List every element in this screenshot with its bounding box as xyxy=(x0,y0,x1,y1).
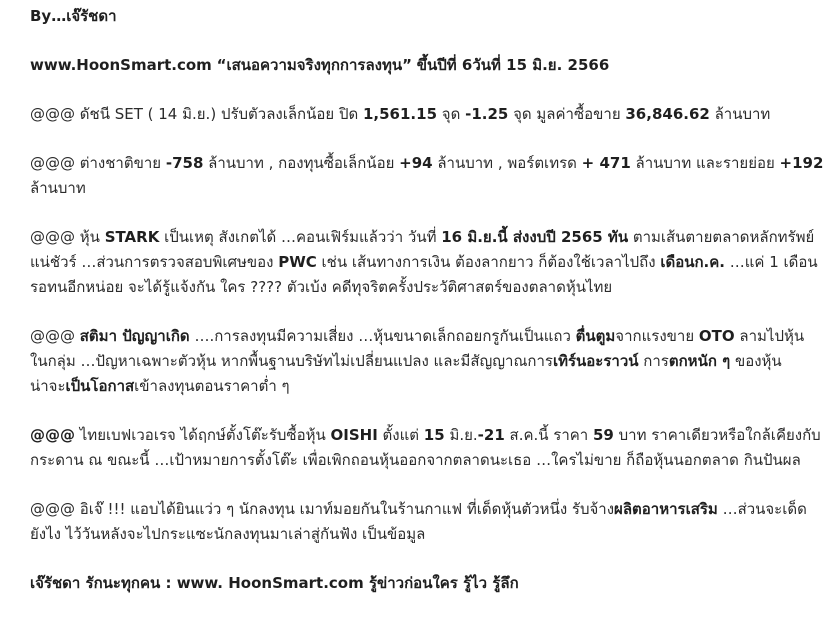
text: ยังไง ไว้วันหลังจะไปกระแซะนักลงทุนมาเล่าสู่กันฟัง เป็นข้อมูล xyxy=(30,525,426,543)
headline-date: ขึ้นปีที่ 6วันที่ 15 มิ.ย. 2566 xyxy=(416,56,610,74)
text: …ส่วนจะเด็ด xyxy=(717,500,807,518)
text: ล้านบาท , พอร์ตเทรด xyxy=(432,154,582,172)
text: @@@ xyxy=(30,426,75,444)
retail-net-value: +192 xyxy=(779,154,824,172)
ticker-stark: STARK xyxy=(104,228,160,246)
signoff-tagline: รู้ข่าวก่อนใคร รู้ไว รู้ลึก xyxy=(363,574,519,592)
paragraph-rumor xyxy=(30,497,820,547)
text: ไทยเบฟเวอเรจ ได้ฤกษ์ตั้งโต๊ะรับซื้อหุ้น xyxy=(75,426,331,444)
text: จุด มูลค่าซื้อขาย xyxy=(508,105,626,123)
text: เป็นเหตุ สังเกตได้ …คอนเฟิร์มแล้วว่า วันที่ xyxy=(159,228,442,246)
auditor-pwc: PWC xyxy=(278,253,317,271)
foreign-net-value: -758 xyxy=(165,154,204,172)
text: เข้าลงทุนตอนราคาต่ำ ๆ xyxy=(134,377,290,395)
highlight-panic: ตื่นตูม xyxy=(575,327,616,345)
highlight-turnaround: เทิร์นอะราวน์ xyxy=(552,352,639,370)
highlight-mindfulness: สติมา ปัญญาเกิด xyxy=(79,327,190,345)
paragraph-stark xyxy=(30,225,820,300)
trading-value: 36,846.62 xyxy=(625,105,710,123)
prop-trade-net-value: + 471 xyxy=(581,154,631,172)
fund-net-value: +94 xyxy=(399,154,433,172)
text: ล้านบาท xyxy=(709,105,771,123)
text: ส.ค.นี้ ราคา xyxy=(504,426,593,444)
paragraph-small-caps xyxy=(30,324,820,399)
set-change-value: -1.25 xyxy=(465,105,509,123)
byline xyxy=(30,4,820,29)
text: การ xyxy=(638,352,669,370)
byline-text: By…เจ๊รัชดา xyxy=(30,7,117,25)
text: ของหุ้น xyxy=(730,352,782,370)
text: ….การลงทุนมีความเสี่ยง …หุ้นขนาดเล็กถอยกรูกันเป็นแถว xyxy=(189,327,576,345)
highlight-opportunity: เป็นโอกาส xyxy=(65,377,135,395)
text: แน่ชัวร์ …ส่วนการตรวจสอบพิเศษของ xyxy=(30,253,279,271)
headline-site: www.HoonSmart.com xyxy=(30,56,212,74)
text: ล้านบาท และรายย่อย xyxy=(630,154,780,172)
text: ล้านบาท xyxy=(30,179,86,197)
paragraph-investor-flows xyxy=(30,151,824,201)
highlight-supplements: ผลิตอาหารเสริม xyxy=(614,500,718,518)
highlight-deadline: 16 มิ.ย.นี้ ส่งงบปี 2565 ทัน xyxy=(441,228,629,246)
text: @@@ หุ้น xyxy=(30,228,105,246)
text: @@@ อิเจ๊ !!! แอบได้ยินแว่ว ๆ นักลงทุน เมาท์มอยกันในร้านกาแฟ ที่เด็ดหุ้นตัวหนึ่ง รับจ้าง xyxy=(30,500,615,518)
text: จุด xyxy=(437,105,466,123)
start-day: 15 xyxy=(423,426,445,444)
text: …แค่ 1 เดือน xyxy=(724,253,818,271)
signoff xyxy=(30,571,820,596)
paragraph-oishi xyxy=(30,423,820,473)
text: บาท ราคาเดียวหรือใกล้เคียงกับ xyxy=(613,426,821,444)
text: ตามเส้นตายตลาดหลักทรัพย์ xyxy=(628,228,815,246)
ticker-oishi: OISHI xyxy=(330,426,378,444)
highlight-month: เดือนก.ค. xyxy=(660,253,725,271)
paragraph-set-index xyxy=(30,102,820,127)
text: ในกลุ่ม …ปัญหาเฉพาะตัวหุ้น หากพื้นฐานบริษัทไม่เปลี่ยนแปลง และมีสัญญาณการ xyxy=(30,352,553,370)
offer-price: 59 xyxy=(593,426,614,444)
ticker-oto: OTO xyxy=(698,327,735,345)
text: กระดาน ณ ขณะนี้ …เป้าหมายการตั้งโต๊ะ เพื่อเพิกถอนหุ้นออกจากตลาดนะเธอ …ใครไม่ขาย ก็ถือหุ้นนอกตลาด กินปันผล xyxy=(30,451,801,469)
text: @@@ ต่างชาติขาย xyxy=(30,154,166,172)
headline-slogan: “เสนอความจริงทุกการลงทุน” xyxy=(216,56,412,74)
signoff-author: เจ๊รัชดา รักนะทุกคน : www. HoonSmart.com xyxy=(30,574,364,592)
text: ล้านบาท , กองทุนซื้อเล็กน้อย xyxy=(203,154,400,172)
set-close-value: 1,561.15 xyxy=(362,105,438,123)
end-day: -21 xyxy=(477,426,505,444)
text: @@@ xyxy=(30,327,80,345)
text: ลามไปหุ้น xyxy=(734,327,805,345)
highlight-drop: ตกหนัก ๆ xyxy=(668,352,731,370)
text: มิ.ย. xyxy=(444,426,478,444)
text: จากแรงขาย xyxy=(615,327,699,345)
text: น่าจะ xyxy=(30,377,66,395)
text: ตั้งแต่ xyxy=(377,426,424,444)
headline xyxy=(30,53,820,78)
text: @@@ ดัชนี SET ( 14 มิ.ย.) ปรับตัวลงเล็กน้อย ปิด xyxy=(30,105,363,123)
text: เช่น เส้นทางการเงิน ต้องลากยาว ก็ต้องใช้เวลาไปถึง xyxy=(316,253,661,271)
text: รอทนอีกหน่อย จะได้รู้แจ้งกัน ใคร ???? ตัวเบ้ง คดีทุจริตครั้งประวัติศาสตร์ของตลาดหุ้นไทย xyxy=(30,278,613,296)
